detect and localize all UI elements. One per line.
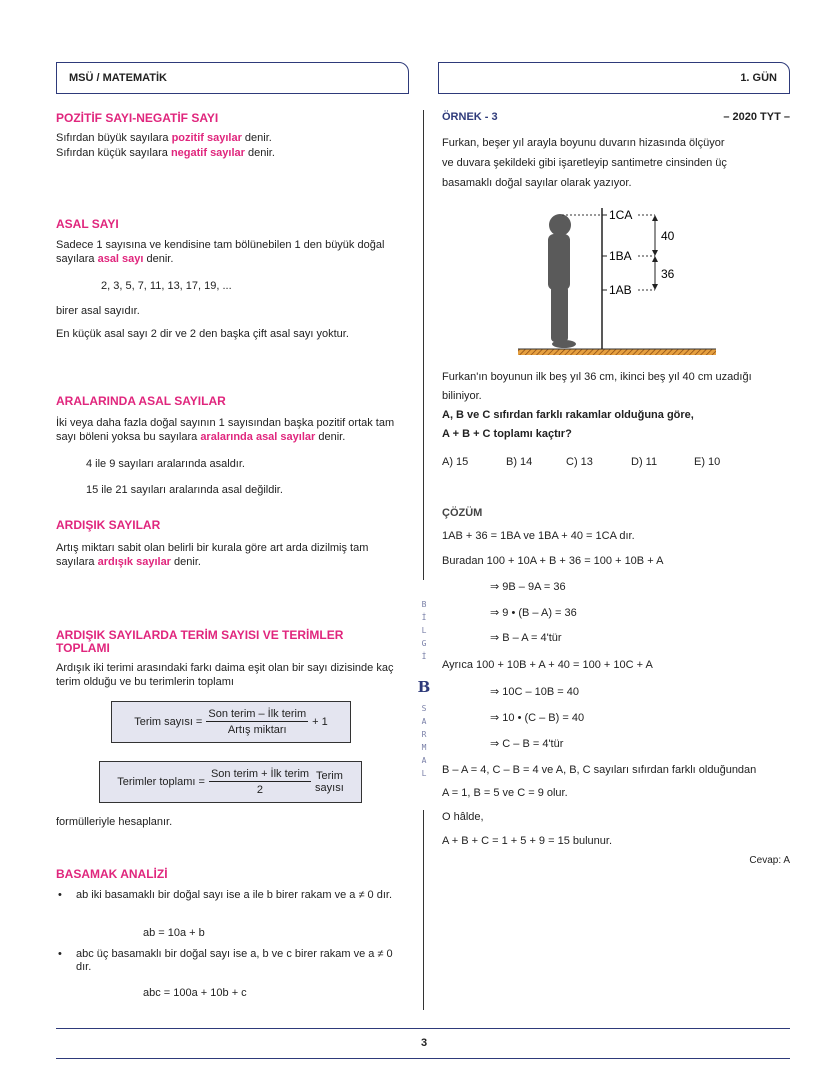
section-title: ARDIŞIK SAYILAR — [56, 518, 161, 532]
distance-label: 36 — [661, 267, 675, 281]
example-line: 15 ile 21 sayıları aralarında asal değildir. — [86, 484, 283, 496]
column-divider — [423, 110, 424, 580]
question-text: Furkan, beşer yıl arayla boyunu duvarın hizasında ölçüyor ve duvara şekildeki gibi işaretleyip santimetre cinsinden üç basamaklı doğal sayılar olarak yazıyor. — [442, 137, 727, 189]
answer-option[interactable]: D) 11 — [631, 456, 658, 468]
mark-label: 1AB — [609, 283, 632, 297]
section-title: POZİTİF SAYI-NEGATİF SAYI — [56, 111, 219, 125]
paragraph: formülleriyle hesaplanır. — [56, 816, 173, 828]
header-left: MSÜ / MATEMATİK — [56, 62, 409, 94]
example-line: 4 ile 9 sayıları aralarında asaldır. — [86, 458, 245, 470]
paragraph: Ardışık iki terimi arasındaki farkı daima eşit olan bir sayı dizisinde kaç terim olduğu ve bu terimlerin toplamı — [56, 662, 394, 688]
paragraph: Sıfırdan büyük sayılara pozitif sayılar denir. Sıfırdan küçük sayılara negatif sayılar denir. — [56, 132, 275, 159]
solution-line: B – A = 4, C – B = 4 ve A, B, C sayıları sıfırdan farklı olduğundan — [442, 764, 757, 776]
mark-label: 1BA — [609, 249, 632, 263]
question-text: Furkan'ın boyunun ilk beş yıl 36 cm, ikinci beş yıl 40 cm uzadığı biliniyor. A, B ve C sıfırdan farklı rakamlar olduğuna göre, A + B + C toplamı kaçtır? — [442, 371, 752, 440]
paragraph: birer asal sayıdır. — [56, 305, 140, 317]
solution-line: ⇒ 9 • (B – A) = 36 — [490, 607, 577, 619]
solution-line: ⇒ 10 • (C – B) = 40 — [490, 712, 585, 724]
solution-line: ⇒ 10C – 10B = 40 — [490, 686, 580, 698]
formula-term-sum: Terimler toplamı = $\frac{\text{Son terim + İlk terim}}{2}$ Terim sayısı — [99, 761, 362, 803]
brand-vertical-bottom: S A R M A L — [421, 704, 427, 778]
boy-silhouette-icon — [548, 214, 576, 348]
height-figure — [510, 200, 720, 360]
section-title: ARDIŞIK SAYILARDA TERİM SAYISI VE TERİMLER TOPLAMI — [56, 628, 344, 655]
answer-option[interactable]: B) 14 — [506, 456, 533, 468]
bullet-text: ab iki basamaklı bir doğal sayı ise a ile b birer rakam ve a ≠ 0 dır. — [76, 889, 393, 901]
column-divider — [423, 810, 424, 1010]
solution-line: ⇒ B – A = 4'tür — [490, 632, 562, 644]
bullet-icon: • — [58, 948, 62, 960]
formula: ab = 10a + b — [143, 927, 205, 939]
section-title: ARALARINDA ASAL SAYILAR — [56, 394, 226, 408]
bullet-icon: • — [58, 889, 62, 901]
solution-line: ⇒ C – B = 4'tür — [490, 738, 564, 750]
page-number: 3 — [420, 1037, 428, 1049]
section-title: ASAL SAYI — [56, 217, 119, 231]
prime-list: 2, 3, 5, 7, 11, 13, 17, 19, ... — [101, 280, 232, 292]
header-right: 1. GÜN — [438, 62, 790, 94]
mark-label: 1CA — [609, 208, 633, 222]
paragraph: Sadece 1 sayısına ve kendisine tam bölünebilen 1 den büyük doğal sayılara asal sayı denir. — [56, 239, 385, 265]
bullet-text: abc üç basamaklı bir doğal sayı ise a, b ve c birer rakam ve a ≠ 0 dır. — [76, 948, 393, 973]
solution-line: ⇒ 9B – 9A = 36 — [490, 581, 566, 593]
solution-line: Ayrıca 100 + 10B + A + 40 = 100 + 10C + A — [442, 659, 653, 671]
section-title: BASAMAK ANALİZİ — [56, 867, 168, 881]
solution-line: 1AB + 36 = 1BA ve 1BA + 40 = 1CA dır. — [442, 530, 635, 542]
solution-line: O hâlde, — [442, 811, 484, 823]
formula-term-count: Terim sayısı = $\frac{\text{Son terim – İlk terim}}{\text{Artış miktarı}}$ + 1 — [111, 701, 351, 743]
example-label: ÖRNEK - 3 — [442, 111, 498, 123]
footer-line — [56, 1058, 790, 1059]
distance-label: 40 — [661, 229, 675, 243]
solution-line: Buradan 100 + 10A + B + 36 = 100 + 10B + A — [442, 555, 664, 567]
paragraph: İki veya daha fazla doğal sayının 1 sayısından başka pozitif ortak tam sayı böleni yoksa bu sayılara aralarında asal sayılar denir. — [56, 417, 395, 443]
paragraph: Artış miktarı sabit olan belirli bir kurala göre art arda dizilmiş tam sayılara ardışık sayılar denir. — [56, 542, 369, 568]
exam-year: – 2020 TYT – — [723, 111, 790, 123]
answer-option[interactable]: E) 10 — [694, 456, 721, 468]
answer-option[interactable]: A) 15 — [442, 456, 469, 468]
ground — [518, 349, 716, 355]
solution-line: A + B + C = 1 + 5 + 9 = 15 bulunur. — [442, 835, 613, 847]
brand-vertical-top: B İ L G İ — [421, 600, 427, 661]
paragraph: En küçük asal sayı 2 dir ve 2 den başka çift asal sayı yoktur. — [56, 328, 349, 340]
solution-line: A = 1, B = 5 ve C = 9 olur. — [442, 787, 568, 799]
solution-title: ÇÖZÜM — [442, 507, 483, 519]
answer-option[interactable]: C) 13 — [566, 456, 593, 468]
footer-line — [56, 1028, 790, 1029]
answer-key: Cevap: A — [749, 855, 790, 866]
brand-logo-icon: B — [417, 678, 431, 696]
formula: abc = 100a + 10b + c — [143, 987, 247, 999]
